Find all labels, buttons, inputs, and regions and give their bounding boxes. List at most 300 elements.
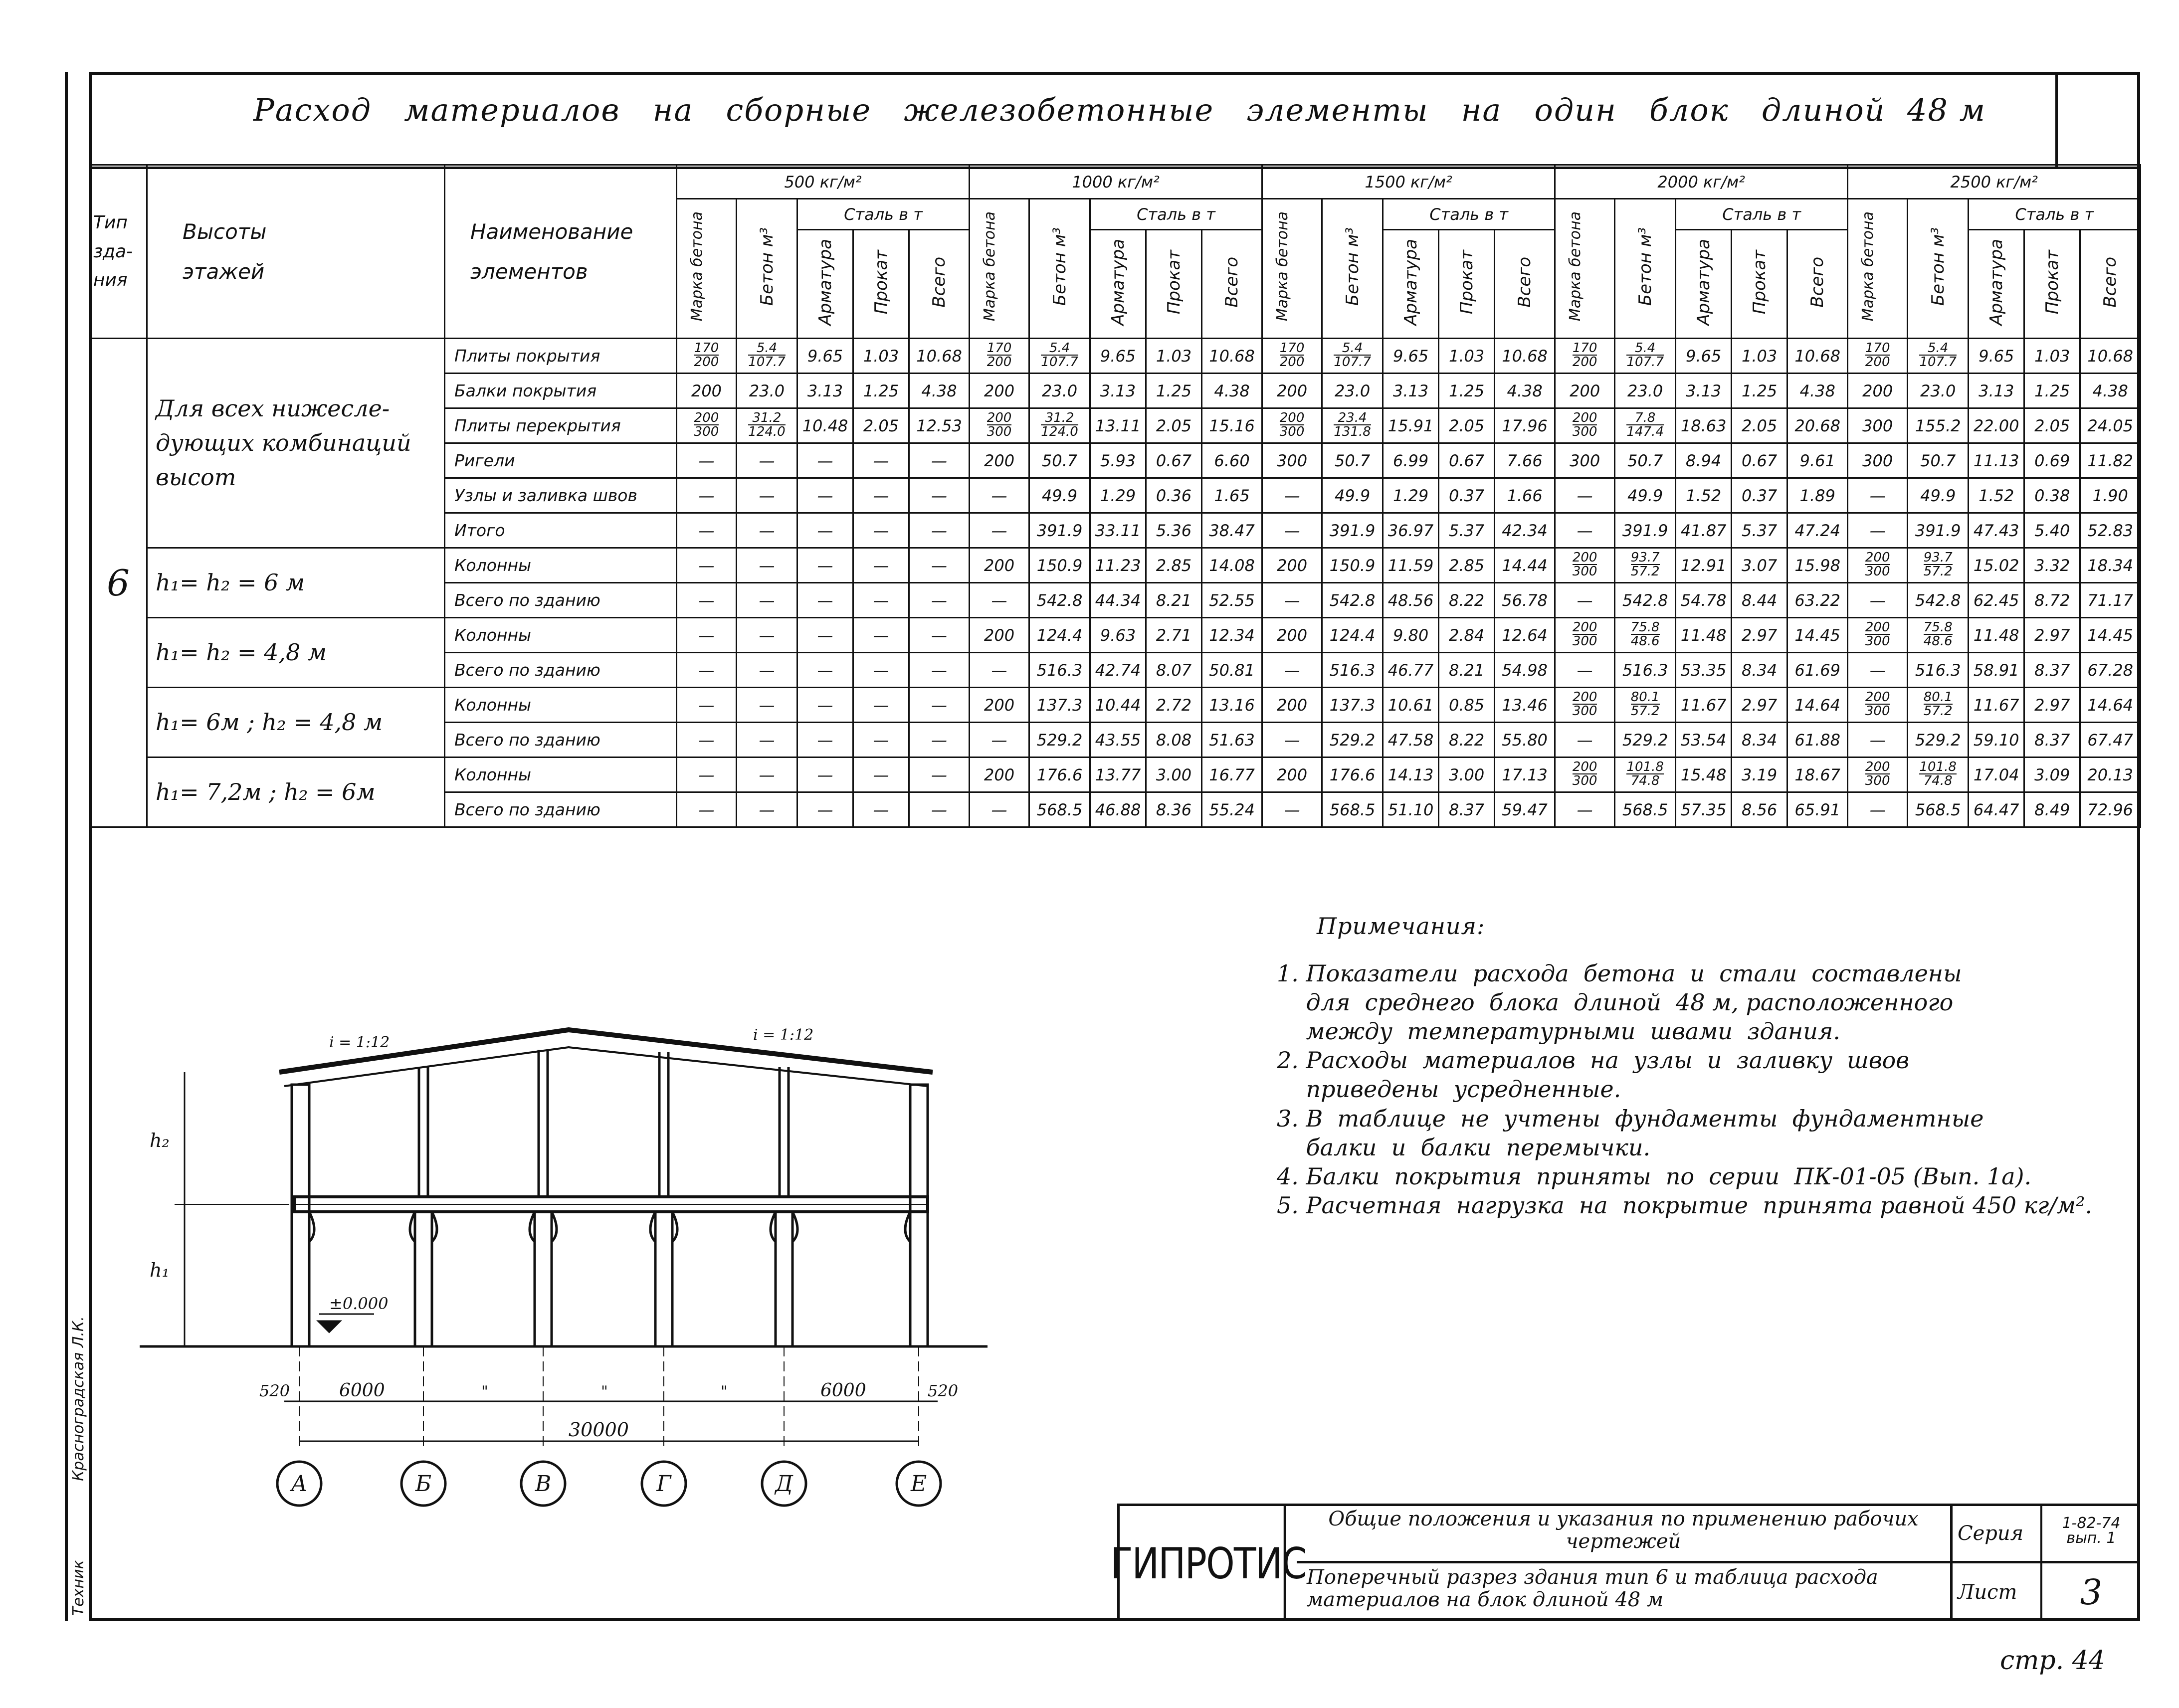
value-cell: 53.54: [1676, 723, 1732, 758]
value-cell: 65.91: [1787, 792, 1848, 827]
value-cell: 56.78: [1495, 583, 1555, 618]
value-cell: 57.35: [1676, 792, 1732, 827]
value-cell: 0.67: [1146, 443, 1202, 478]
value-cell: [677, 408, 737, 443]
value-cell: —: [1848, 792, 1908, 827]
slope-right: i = 1:12: [753, 1026, 814, 1044]
value-cell: —: [677, 478, 737, 513]
materials-table: [89, 164, 2141, 828]
title-corner-box: [2055, 72, 2140, 167]
axis-label-d: Д: [775, 1471, 793, 1497]
value-cell: 62.45: [1969, 583, 2024, 618]
value-cell: 3.13: [1383, 374, 1439, 408]
value-cell: 46.77: [1383, 653, 1439, 688]
value-cell: 0.85: [1439, 688, 1495, 723]
right-wall: [910, 1085, 928, 1346]
value-cell: —: [1848, 478, 1908, 513]
header-marka-text: Марка бетона: [981, 211, 998, 322]
page-title: Расход материалов на сборные железобетонные элементы на один блок длиной 48 м: [253, 92, 1986, 128]
value-cell: 200: [970, 758, 1029, 792]
fraction-den: 107.7: [1919, 355, 1957, 370]
fraction: [1626, 760, 1663, 787]
value-cell: 200: [1848, 374, 1908, 408]
side-stamp: [65, 1092, 91, 1621]
fraction-den: 124.0: [1041, 424, 1078, 439]
header-heights-line: этажей: [183, 259, 265, 284]
header-beton: [737, 199, 797, 339]
value-cell: 3.00: [1439, 758, 1495, 792]
value-cell: 71.17: [2080, 583, 2141, 618]
value-cell: 13.77: [1090, 758, 1146, 792]
value-cell: —: [797, 443, 853, 478]
fraction: [1280, 342, 1305, 369]
value-cell: —: [677, 723, 737, 758]
value-cell: 200: [970, 688, 1029, 723]
fraction-num: 200: [1572, 620, 1597, 635]
value-cell: 8.34: [1732, 723, 1787, 758]
fraction-num: 200: [987, 410, 1012, 425]
value-cell: 10.68: [1202, 339, 1262, 374]
value-cell: 15.91: [1383, 408, 1439, 443]
value-cell: 12.34: [1202, 618, 1262, 653]
value-cell: 300: [1848, 443, 1908, 478]
element-name: Всего по зданию: [445, 792, 677, 827]
value-cell: 9.65: [1090, 339, 1146, 374]
value-cell: —: [1848, 723, 1908, 758]
value-cell: 1.03: [1439, 339, 1495, 374]
value-cell: 9.61: [1787, 443, 1848, 478]
value-cell: —: [909, 478, 970, 513]
value-cell: [970, 408, 1029, 443]
series-label: Серия: [1953, 1506, 2042, 1563]
value-cell: 17.13: [1495, 758, 1555, 792]
header-names: [445, 165, 677, 339]
fraction-num: 200: [1572, 410, 1597, 425]
value-cell: 516.3: [1908, 653, 1969, 688]
fraction: [1631, 621, 1660, 648]
value-cell: —: [909, 792, 970, 827]
value-cell: 5.37: [1439, 513, 1495, 548]
fraction-num: 80.1: [1630, 690, 1660, 705]
header-marka: [1555, 199, 1615, 339]
value-cell: 2.97: [1732, 688, 1787, 723]
value-cell: 8.94: [1676, 443, 1732, 478]
value-cell: [1908, 548, 1969, 583]
value-cell: 176.6: [1029, 758, 1090, 792]
fraction-den: 200: [694, 355, 719, 370]
value-cell: 3.13: [1969, 374, 2024, 408]
stamp-person: Красноградская Л.К.: [70, 1316, 87, 1481]
fraction: [1573, 411, 1597, 438]
note-line: для среднего блока длиной 48 м, расположенного: [1277, 989, 1954, 1016]
value-cell: 1.03: [1732, 339, 1787, 374]
header-armatura: [1676, 230, 1732, 339]
value-cell: 1.03: [2024, 339, 2080, 374]
header-vsego-text: Всего: [1222, 256, 1242, 308]
fraction-den: 300: [1572, 424, 1597, 439]
value-cell: 1.89: [1787, 478, 1848, 513]
header-vsego: [909, 230, 970, 339]
value-cell: [737, 339, 797, 374]
fraction-num: 75.8: [1630, 620, 1660, 635]
value-cell: —: [1262, 723, 1322, 758]
value-cell: 391.9: [1029, 513, 1090, 548]
value-cell: 200: [1262, 374, 1322, 408]
value-cell: 54.98: [1495, 653, 1555, 688]
value-cell: 42.74: [1090, 653, 1146, 688]
value-cell: 67.47: [2080, 723, 2141, 758]
axis-label-b: Б: [415, 1471, 432, 1497]
value-cell: —: [677, 618, 737, 653]
titleblock-row2: Поперечный разрез здания тип 6 и таблица расхода материалов на блок длиной 48 м: [1297, 1563, 1953, 1621]
value-cell: 3.07: [1732, 548, 1787, 583]
fraction: [1573, 342, 1597, 369]
header-marka-text: Марка бетона: [1273, 211, 1291, 322]
value-cell: —: [797, 583, 853, 618]
fraction: [1334, 342, 1371, 369]
h2-label: h₂: [150, 1130, 170, 1151]
value-cell: 59.10: [1969, 723, 2024, 758]
header-names-line: элементов: [470, 259, 588, 284]
value-cell: 4.38: [2080, 374, 2141, 408]
fraction: [1573, 551, 1597, 578]
fraction-den: 107.7: [1334, 355, 1371, 370]
fraction-den: 300: [1865, 773, 1890, 788]
value-cell: 8.49: [2024, 792, 2080, 827]
fraction-num: 170: [1279, 341, 1305, 356]
value-cell: —: [1555, 513, 1615, 548]
fraction-den: 300: [987, 424, 1012, 439]
fraction-num: 93.7: [1923, 550, 1953, 565]
value-cell: 2.05: [853, 408, 909, 443]
fraction-den: 200: [987, 355, 1012, 370]
note-line: 3. В таблице не учтены фундаменты фундаментные: [1277, 1105, 1984, 1132]
value-cell: [1555, 339, 1615, 374]
header-steel: Сталь в т: [1090, 199, 1262, 230]
value-cell: 9.65: [797, 339, 853, 374]
table-row: [90, 688, 2141, 723]
fraction-num: 200: [1865, 550, 1890, 565]
value-cell: 14.64: [1787, 688, 1848, 723]
value-cell: [677, 339, 737, 374]
value-cell: 52.55: [1202, 583, 1262, 618]
value-cell: —: [1848, 513, 1908, 548]
value-cell: —: [677, 513, 737, 548]
value-cell: 33.11: [1090, 513, 1146, 548]
fraction-num: 200: [1865, 620, 1890, 635]
value-cell: 1.25: [853, 374, 909, 408]
value-cell: —: [909, 548, 970, 583]
value-cell: 14.45: [1787, 618, 1848, 653]
fraction: [748, 411, 785, 438]
value-cell: [1555, 408, 1615, 443]
header-marka-text: Марка бетона: [1566, 211, 1584, 322]
dim-520-left: 520: [259, 1381, 290, 1400]
header-load-3: 2000 кг/м²: [1555, 165, 1848, 199]
value-cell: 3.13: [1676, 374, 1732, 408]
value-cell: [1262, 408, 1322, 443]
value-cell: —: [909, 688, 970, 723]
value-cell: 4.38: [909, 374, 970, 408]
value-cell: [1908, 339, 1969, 374]
value-cell: 542.8: [1908, 583, 1969, 618]
fraction-num: 200: [694, 410, 719, 425]
value-cell: 17.04: [1969, 758, 2024, 792]
header-beton: [1322, 199, 1383, 339]
value-cell: 2.97: [2024, 688, 2080, 723]
value-cell: —: [853, 548, 909, 583]
header-prokat-text: Прокат: [1456, 249, 1477, 315]
fraction-den: 57.2: [1923, 704, 1953, 719]
value-cell: 55.80: [1495, 723, 1555, 758]
value-cell: 3.09: [2024, 758, 2080, 792]
value-cell: 10.48: [797, 408, 853, 443]
building-cross-section: [140, 997, 988, 1556]
title-row: [89, 72, 2140, 169]
value-cell: 49.9: [1615, 478, 1676, 513]
fraction-num: 31.2: [1041, 411, 1078, 425]
value-cell: —: [737, 583, 797, 618]
value-cell: 10.44: [1090, 688, 1146, 723]
value-cell: 3.13: [797, 374, 853, 408]
value-cell: —: [1262, 478, 1322, 513]
value-cell: 155.2: [1908, 408, 1969, 443]
value-cell: 12.91: [1676, 548, 1732, 583]
header-prokat: [1439, 230, 1495, 339]
fraction-num: 200: [1279, 410, 1305, 425]
value-cell: 568.5: [1908, 792, 1969, 827]
header-vsego: [1495, 230, 1555, 339]
value-cell: 11.48: [1969, 618, 2024, 653]
header-vsego-text: Всего: [2100, 256, 2121, 308]
value-cell: —: [797, 758, 853, 792]
value-cell: —: [909, 758, 970, 792]
fraction: [1626, 411, 1663, 438]
note-line: между температурными швами здания.: [1277, 1018, 1840, 1045]
header-prokat: [1146, 230, 1202, 339]
value-cell: 18.63: [1676, 408, 1732, 443]
value-cell: 8.22: [1439, 583, 1495, 618]
element-name: Колонны: [445, 688, 677, 723]
header-beton: [1029, 199, 1090, 339]
value-cell: [1908, 758, 1969, 792]
value-cell: 13.46: [1495, 688, 1555, 723]
header-prokat-text: Прокат: [1164, 249, 1184, 315]
value-cell: 1.25: [1732, 374, 1787, 408]
value-cell: —: [797, 723, 853, 758]
header-prokat: [1732, 230, 1787, 339]
value-cell: 137.3: [1029, 688, 1090, 723]
header-prokat: [2024, 230, 2080, 339]
value-cell: 42.34: [1495, 513, 1555, 548]
value-cell: —: [797, 618, 853, 653]
value-cell: 9.63: [1090, 618, 1146, 653]
element-name: Всего по зданию: [445, 583, 677, 618]
value-cell: 54.78: [1676, 583, 1732, 618]
value-cell: 36.97: [1383, 513, 1439, 548]
value-cell: 10.68: [1787, 339, 1848, 374]
value-cell: [1615, 339, 1676, 374]
value-cell: 150.9: [1322, 548, 1383, 583]
value-cell: 391.9: [1908, 513, 1969, 548]
value-cell: 3.00: [1146, 758, 1202, 792]
value-cell: 516.3: [1029, 653, 1090, 688]
fraction-den: 131.8: [1334, 424, 1371, 439]
value-cell: [1615, 618, 1676, 653]
value-cell: 2.05: [1146, 408, 1202, 443]
value-cell: [1029, 339, 1090, 374]
fraction-num: 101.8: [1626, 759, 1664, 774]
value-cell: 10.68: [2080, 339, 2141, 374]
value-cell: 0.67: [1439, 443, 1495, 478]
value-cell: 8.72: [2024, 583, 2080, 618]
fraction-num: 200: [1572, 759, 1597, 774]
value-cell: 529.2: [1615, 723, 1676, 758]
header-beton-text: Бетон м³: [1049, 227, 1070, 306]
value-cell: 2.97: [2024, 618, 2080, 653]
fraction-num: 7.8: [1626, 411, 1663, 425]
value-cell: [737, 408, 797, 443]
value-cell: 1.29: [1383, 478, 1439, 513]
value-cell: —: [970, 583, 1029, 618]
header-beton-text: Бетон м³: [757, 227, 777, 306]
value-cell: 2.05: [1732, 408, 1787, 443]
value-cell: —: [1262, 653, 1322, 688]
value-cell: 48.56: [1383, 583, 1439, 618]
fraction: [1573, 691, 1597, 718]
value-cell: 46.88: [1090, 792, 1146, 827]
header-vsego-text: Всего: [1515, 256, 1535, 308]
value-cell: 23.0: [1615, 374, 1676, 408]
value-cell: —: [1555, 653, 1615, 688]
value-cell: —: [1555, 792, 1615, 827]
fraction-num: 200: [1572, 550, 1597, 565]
value-cell: 11.13: [1969, 443, 2024, 478]
value-cell: 11.67: [1969, 688, 2024, 723]
fraction: [1041, 342, 1078, 369]
value-cell: —: [797, 478, 853, 513]
value-cell: —: [909, 618, 970, 653]
fraction: [1334, 411, 1371, 438]
value-cell: 16.77: [1202, 758, 1262, 792]
header-vsego-text: Всего: [929, 256, 949, 308]
value-cell: 200: [970, 443, 1029, 478]
value-cell: [1848, 548, 1908, 583]
header-armatura-text: Арматура: [815, 238, 835, 326]
value-cell: —: [677, 792, 737, 827]
organization-logo: ГИПРОТИС: [1133, 1506, 1286, 1621]
header-names-line: Наименование: [470, 219, 633, 244]
value-cell: —: [853, 618, 909, 653]
fraction-num: 170: [987, 341, 1012, 356]
value-cell: 8.37: [2024, 723, 2080, 758]
value-cell: 1.66: [1495, 478, 1555, 513]
value-cell: 49.9: [1029, 478, 1090, 513]
fraction: [1280, 411, 1305, 438]
fraction-num: 80.1: [1923, 690, 1953, 705]
value-cell: 51.10: [1383, 792, 1439, 827]
note-line: балки и балки перемычки.: [1277, 1134, 1651, 1161]
fraction: [1573, 621, 1597, 648]
fraction: [1626, 342, 1663, 369]
value-cell: 9.80: [1383, 618, 1439, 653]
element-name: Узлы и заливка швов: [445, 478, 677, 513]
value-cell: 5.93: [1090, 443, 1146, 478]
value-cell: —: [853, 653, 909, 688]
value-cell: 20.13: [2080, 758, 2141, 792]
value-cell: 5.36: [1146, 513, 1202, 548]
value-cell: 8.08: [1146, 723, 1202, 758]
value-cell: 5.40: [2024, 513, 2080, 548]
value-cell: 200: [1262, 618, 1322, 653]
value-cell: 516.3: [1615, 653, 1676, 688]
header-row-loads: [90, 165, 2141, 199]
header-steel: Сталь в т: [1676, 199, 1848, 230]
value-cell: 4.38: [1787, 374, 1848, 408]
value-cell: 6.99: [1383, 443, 1439, 478]
element-name: Всего по зданию: [445, 653, 677, 688]
value-cell: 2.97: [1732, 618, 1787, 653]
header-heights: [147, 165, 445, 339]
value-cell: 200: [970, 548, 1029, 583]
value-cell: 8.44: [1732, 583, 1787, 618]
value-cell: 15.02: [1969, 548, 2024, 583]
value-cell: —: [853, 513, 909, 548]
value-cell: 43.55: [1090, 723, 1146, 758]
value-cell: —: [797, 653, 853, 688]
value-cell: 14.45: [2080, 618, 2141, 653]
value-cell: 8.07: [1146, 653, 1202, 688]
value-cell: [1615, 408, 1676, 443]
value-cell: 47.43: [1969, 513, 2024, 548]
value-cell: —: [909, 723, 970, 758]
header-steel: Сталь в т: [797, 199, 970, 230]
header-vsego: [1202, 230, 1262, 339]
value-cell: 23.0: [1908, 374, 1969, 408]
value-cell: —: [797, 548, 853, 583]
value-cell: 2.71: [1146, 618, 1202, 653]
value-cell: 49.9: [1908, 478, 1969, 513]
value-cell: 72.96: [2080, 792, 2141, 827]
value-cell: 41.87: [1676, 513, 1732, 548]
element-name: Ригели: [445, 443, 677, 478]
value-cell: 15.16: [1202, 408, 1262, 443]
notes-heading: Примечания:: [1317, 913, 1485, 940]
table-row: [90, 758, 2141, 792]
value-cell: —: [909, 443, 970, 478]
value-cell: 59.47: [1495, 792, 1555, 827]
fraction-num: 170: [1865, 341, 1890, 356]
fraction: [1041, 411, 1078, 438]
value-cell: —: [970, 513, 1029, 548]
value-cell: 49.9: [1322, 478, 1383, 513]
value-cell: 50.7: [1029, 443, 1090, 478]
note-line: 1. Показатели расхода бетона и стали составлены: [1277, 960, 1962, 987]
header-marka: [1848, 199, 1908, 339]
value-cell: 529.2: [1029, 723, 1090, 758]
fraction: [1919, 760, 1956, 787]
value-cell: 200: [1262, 548, 1322, 583]
value-cell: —: [677, 653, 737, 688]
value-cell: 53.35: [1676, 653, 1732, 688]
left-wall: [292, 1085, 309, 1346]
header-beton-text: Бетон м³: [1342, 227, 1363, 306]
dim-6000-right: 6000: [820, 1380, 866, 1401]
value-cell: —: [853, 758, 909, 792]
value-cell: [1615, 688, 1676, 723]
value-cell: 8.56: [1732, 792, 1787, 827]
value-cell: 9.65: [1676, 339, 1732, 374]
